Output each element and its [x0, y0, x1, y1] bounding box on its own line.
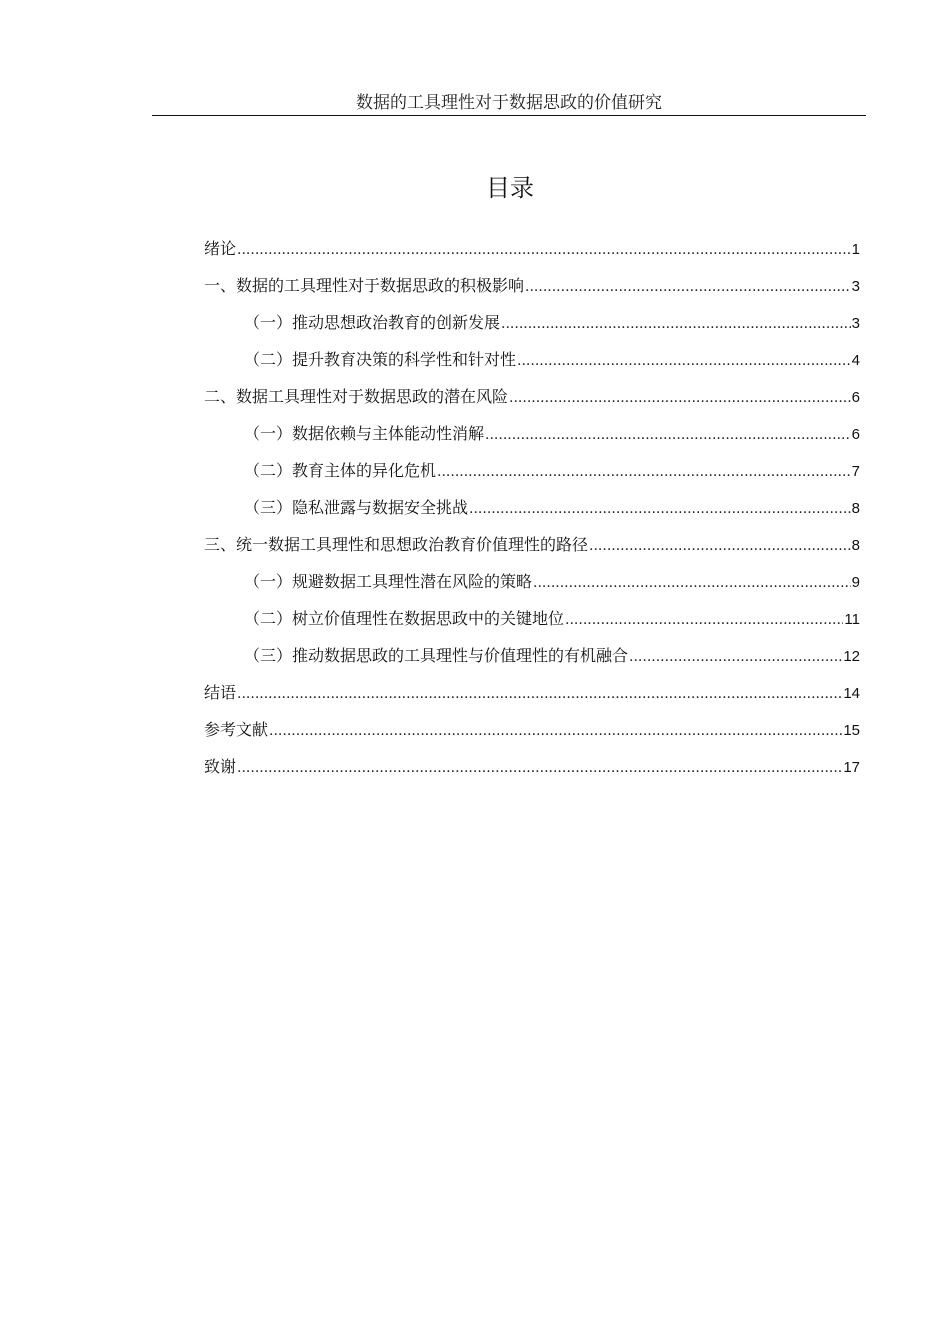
- running-header: 数据的工具理性对于数据思政的价值研究: [356, 93, 662, 113]
- toc-dot-leader: [525, 274, 851, 300]
- toc-dot-leader: [485, 422, 851, 448]
- toc-entry-label: 绪论: [204, 239, 237, 258]
- toc-entry-page-number: 15: [843, 722, 860, 739]
- toc-entry-label: （三）隐私泄露与数据安全挑战: [244, 498, 469, 517]
- toc-dot-leader: [533, 570, 851, 596]
- toc-entry[interactable]: [204, 606, 860, 643]
- toc-entry[interactable]: [204, 532, 860, 569]
- toc-entry[interactable]: [204, 754, 860, 791]
- toc-entry-page-number: 6: [851, 389, 860, 406]
- toc-entry[interactable]: [204, 717, 860, 754]
- toc-entry-label: 三、统一数据工具理性和思想政治教育价值理性的路径: [204, 535, 589, 554]
- toc-entry-page-number: 17: [843, 759, 860, 776]
- toc-entry[interactable]: [204, 236, 860, 273]
- toc-dot-leader: [237, 681, 842, 707]
- toc-entry[interactable]: [204, 421, 860, 458]
- toc-dot-leader: [509, 385, 851, 411]
- toc-entry-label: （二）树立价值理性在数据思政中的关键地位: [244, 609, 565, 628]
- toc-entry-page-number: 7: [851, 463, 860, 480]
- toc-entry-label: 一、数据的工具理性对于数据思政的积极影响: [204, 276, 525, 295]
- toc-entry-page-number: 4: [851, 352, 860, 369]
- toc-entry-label: （一）推动思想政治教育的创新发展: [244, 313, 501, 332]
- toc-entry-page-number: 3: [851, 315, 860, 332]
- toc-entry-label: 致谢: [204, 757, 237, 776]
- toc-dot-leader: [517, 348, 851, 374]
- toc-entry-label: 参考文献: [204, 720, 269, 739]
- toc-entry[interactable]: [204, 495, 860, 532]
- toc-entry-page-number: 11: [844, 611, 860, 628]
- toc-entry-label: （二）提升教育决策的科学性和针对性: [244, 350, 517, 369]
- header-rule: [152, 115, 866, 116]
- toc-entry-page-number: 8: [851, 537, 860, 554]
- toc-entry-page-number: 12: [843, 648, 860, 665]
- toc-entry-page-number: 3: [851, 278, 860, 295]
- toc-dot-leader: [629, 644, 842, 670]
- toc-dot-leader: [237, 237, 851, 263]
- toc-entry[interactable]: [204, 310, 860, 347]
- toc-title: 目录: [486, 174, 534, 202]
- toc-dot-leader: [437, 459, 851, 485]
- toc-dot-leader: [469, 496, 851, 522]
- toc-entry[interactable]: [204, 347, 860, 384]
- toc-entry[interactable]: [204, 643, 860, 680]
- toc-entry[interactable]: [204, 569, 860, 606]
- toc-entry[interactable]: [204, 680, 860, 717]
- toc-dot-leader: [237, 755, 842, 781]
- toc-entry[interactable]: [204, 273, 860, 310]
- toc-entry-page-number: 14: [843, 685, 860, 702]
- toc-entry-label: （一）数据依赖与主体能动性消解: [244, 424, 485, 443]
- toc-dot-leader: [501, 311, 851, 337]
- toc-entry[interactable]: [204, 458, 860, 495]
- toc-entry-label: （二）教育主体的异化危机: [244, 461, 437, 480]
- toc-list: [204, 236, 860, 791]
- toc-entry-label: （三）推动数据思政的工具理性与价值理性的有机融合: [244, 646, 629, 665]
- toc-entry-label: 结语: [204, 683, 237, 702]
- toc-dot-leader: [269, 718, 842, 744]
- toc-entry[interactable]: [204, 384, 860, 421]
- toc-dot-leader: [565, 607, 843, 633]
- toc-entry-page-number: 1: [851, 241, 860, 258]
- toc-entry-label: 二、数据工具理性对于数据思政的潜在风险: [204, 387, 509, 406]
- toc-dot-leader: [589, 533, 851, 559]
- toc-entry-page-number: 8: [851, 500, 860, 517]
- toc-entry-page-number: 6: [851, 426, 860, 443]
- toc-entry-label: （一）规避数据工具理性潜在风险的策略: [244, 572, 533, 591]
- toc-entry-page-number: 9: [851, 574, 860, 591]
